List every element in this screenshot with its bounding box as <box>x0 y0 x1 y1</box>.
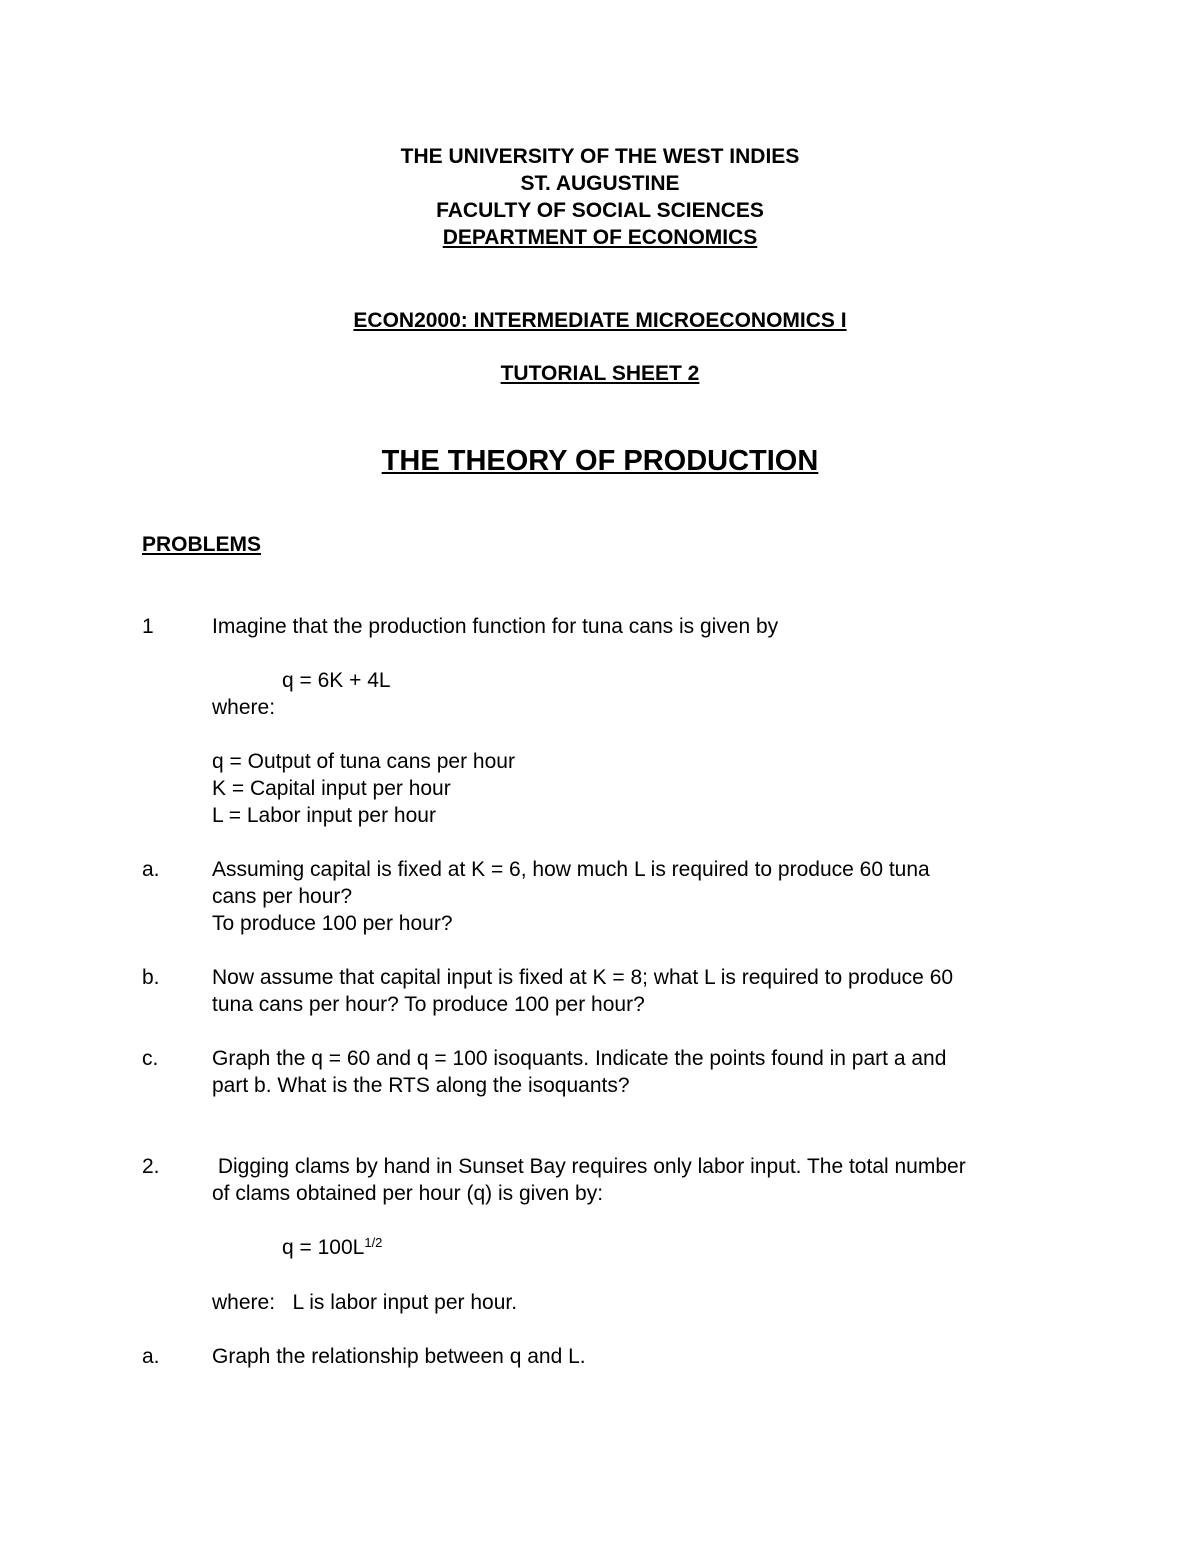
part-a-line-2: cans per hour? <box>212 885 353 908</box>
part-b-line-1: Now assume that capital input is fixed at K = 8; what L is required to produce 60 <box>212 966 954 989</box>
problem-number: 2. <box>142 1155 160 1178</box>
campus-name: ST. AUGUSTINE <box>520 172 680 195</box>
part-label-a: a. <box>142 858 160 881</box>
definition-l: L = Labor input per hour <box>212 804 436 827</box>
part-label-a: a. <box>142 1345 160 1368</box>
part-a-line-3: To produce 100 per hour? <box>212 912 453 935</box>
production-function-equation: q = 6K + 4L <box>282 669 391 692</box>
problem-intro: Imagine that the production function for tuna cans is given by <box>212 615 779 638</box>
where-label: where: <box>212 696 276 719</box>
section-heading-problems: PROBLEMS <box>142 533 262 556</box>
equation-base: q = 100L <box>282 1236 365 1259</box>
definition-k: K = Capital input per hour <box>212 777 451 800</box>
tutorial-sheet-title: TUTORIAL SHEET 2 <box>500 362 700 385</box>
problem-2-intro-line-2: of clams obtained per hour (q) is given by: <box>212 1182 604 1205</box>
course-title: ECON2000: INTERMEDIATE MICROECONOMICS I <box>353 309 847 332</box>
part-c-line-1: Graph the q = 60 and q = 100 isoquants. Indicate the points found in part a and <box>212 1047 947 1070</box>
problem-2-intro-line-1: Digging clams by hand in Sunset Bay requires only labor input. The total number <box>212 1155 966 1178</box>
definition-q: q = Output of tuna cans per hour <box>212 750 515 773</box>
university-name: THE UNIVERSITY OF THE WEST INDIES <box>400 145 800 168</box>
document-title: THE THEORY OF PRODUCTION <box>381 445 819 477</box>
part-a-text: Graph the relationship between q and L. <box>212 1345 586 1368</box>
part-c-line-2: part b. What is the RTS along the isoquants? <box>212 1074 630 1097</box>
faculty-name: FACULTY OF SOCIAL SCIENCES <box>436 199 764 222</box>
where-label: where: L is labor input per hour. <box>212 1291 518 1314</box>
part-a-line-1: Assuming capital is fixed at K = 6, how much L is required to produce 60 tuna <box>212 858 930 881</box>
clam-production-equation <box>282 1234 382 1261</box>
part-label-b: b. <box>142 966 160 989</box>
part-b-line-2: tuna cans per hour? To produce 100 per hour? <box>212 993 645 1016</box>
department-name: DEPARTMENT OF ECONOMICS <box>442 226 758 249</box>
part-label-c: c. <box>142 1047 159 1070</box>
problem-number: 1 <box>142 615 154 638</box>
equation-exponent: 1/2 <box>364 1235 383 1250</box>
